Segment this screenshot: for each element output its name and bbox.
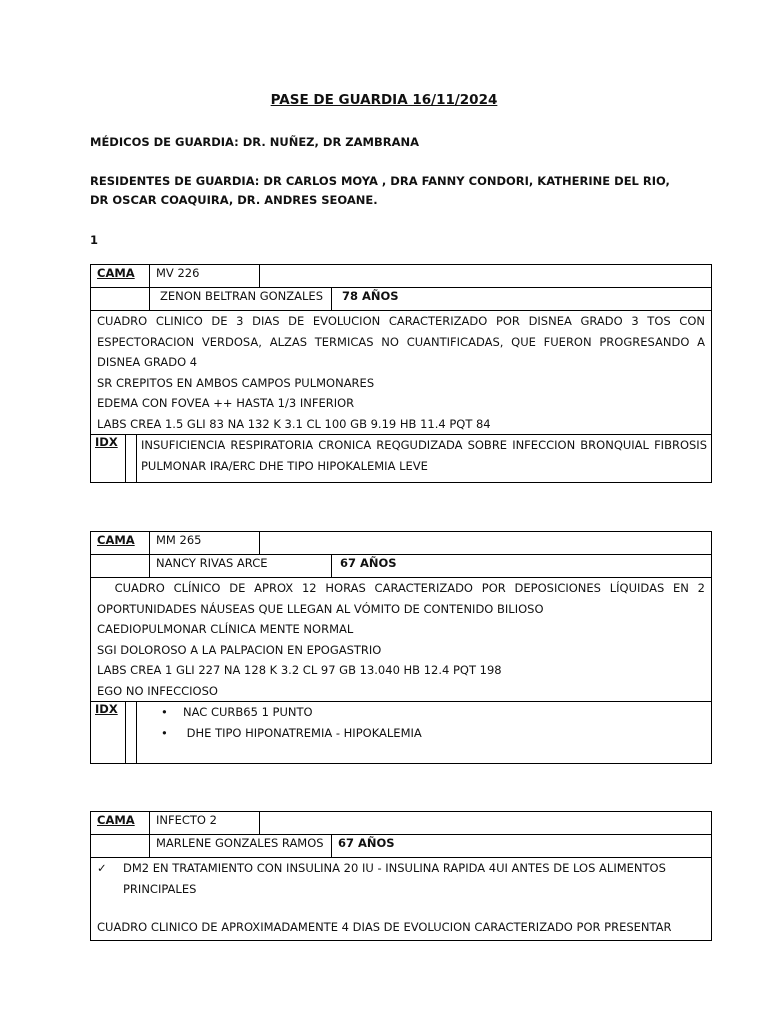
- bed-row: [91, 265, 711, 288]
- diagnosis-label: IDX: [91, 702, 126, 763]
- patient-age: 78 AÑOS: [342, 289, 399, 303]
- patient-row: [91, 835, 711, 858]
- note-line: LABS CREA 1.5 GLI 83 NA 132 K 3.1 CL 100 GB 9.19 HB 11.4 PQT 84: [97, 416, 491, 431]
- attending-doctors: MÉDICOS DE GUARDIA: DR. NUÑEZ, DR ZAMBRANA: [90, 135, 420, 149]
- patient-name: ZENON BELTRAN GONZALES: [150, 288, 332, 310]
- note-line: SGI DOLOROSO A LA PALPACION EN EPOGASTRIO: [97, 642, 382, 657]
- diagnosis-text: INSUFICIENCIA RESPIRATORIA CRONICA REQGUDIZADA SOBRE INFECCION BRONQUIAL FIBROSIS PULMONAR IRA/ERC DHE TIPO HIPOKALEMIA LEVE: [141, 438, 707, 473]
- bed-row: [91, 532, 711, 555]
- note-line: CUADRO CLINICO DE APROXIMADAMENTE 4 DIAS DE EVOLUCION CARACTERIZADO POR PRESENTAR: [97, 920, 672, 934]
- diagnosis-item: • DHE TIPO HIPONATREMIA - HIPOKALEMIA: [183, 723, 707, 744]
- clinical-notes: [91, 578, 711, 702]
- patient-row: [91, 288, 711, 311]
- residents-line-2: DR OSCAR COAQUIRA, DR. ANDRES SEOANE.: [90, 193, 378, 207]
- patient-age: 67 AÑOS: [340, 556, 397, 570]
- history-line: DM2 EN TRATAMIENTO CON INSULINA 20 IU - INSULINA RAPIDA 4UI ANTES DE LOS ALIMENTOS: [123, 861, 666, 875]
- note-line: EGO NO INFECCIOSO: [97, 683, 218, 698]
- bed-number: INFECTO 2: [150, 812, 260, 834]
- clinical-notes: [91, 311, 711, 435]
- patient-name: NANCY RIVAS ARCE: [150, 555, 332, 577]
- note-line: CUADRO CLÍNICO DE APROX 12 HORAS CARACTERIZADO POR DEPOSICIONES LÍQUIDAS EN 2 OPORTUNIDADES NÁUSEAS QUE LLEGAN AL VÓMITO DE CONTENIDO BILIOSO: [97, 581, 709, 616]
- diagnosis-row: [91, 702, 711, 763]
- history-item: [97, 858, 705, 899]
- bed-label: CAMA: [91, 265, 150, 287]
- patient-name: MARLENE GONZALES RAMOS: [150, 835, 332, 857]
- note-line: LABS CREA 1 GLI 227 NA 128 K 3.2 CL 97 GB 13.040 HB 12.4 PQT 198: [97, 663, 502, 677]
- check-icon: ✓: [97, 861, 107, 875]
- diagnosis-item: • NAC CURB65 1 PUNTO: [183, 702, 707, 723]
- bed-number: MV 226: [150, 265, 260, 287]
- note-line: SR CREPITOS EN AMBOS CAMPOS PULMONARES: [97, 375, 375, 390]
- patient-case-3: [90, 811, 712, 941]
- patient-row: [91, 555, 711, 578]
- note-line: CAEDIOPULMONAR CLÍNICA MENTE NORMAL: [97, 622, 354, 636]
- patient-case-1: [90, 264, 712, 483]
- note-line: EDEMA CON FOVEA ++ HASTA 1/3 INFERIOR: [97, 396, 355, 410]
- bed-number: MM 265: [150, 532, 260, 554]
- bed-label: CAMA: [91, 812, 150, 834]
- page-title: PASE DE GUARDIA 16/11/2024: [270, 92, 498, 108]
- clinical-notes: [91, 858, 711, 940]
- diagnosis-row: [91, 435, 711, 482]
- residents-line-1: RESIDENTES DE GUARDIA: DR CARLOS MOYA , DRA FANNY CONDORI, KATHERINE DEL RIO,: [90, 174, 670, 188]
- bed-row: [91, 812, 711, 835]
- diagnosis-label: IDX: [91, 435, 126, 482]
- note-line: CUADRO CLINICO DE 3 DIAS DE EVOLUCION CARACTERIZADO POR DISNEA GRADO 3 TOS CON ESPECTORACION VERDOSA, ALZAS TERMICAS NO CUANTIFICADAS, QUE FUERON PROGRESANDO A DISNEA GRADO 4: [97, 314, 705, 369]
- bed-label: CAMA: [91, 532, 150, 554]
- history-line: PRINCIPALES: [123, 881, 197, 896]
- residents: [90, 172, 690, 210]
- case-number: 1: [90, 233, 99, 247]
- patient-case-2: [90, 531, 712, 764]
- diagnosis-list: [141, 702, 707, 743]
- patient-age: 67 AÑOS: [338, 836, 395, 850]
